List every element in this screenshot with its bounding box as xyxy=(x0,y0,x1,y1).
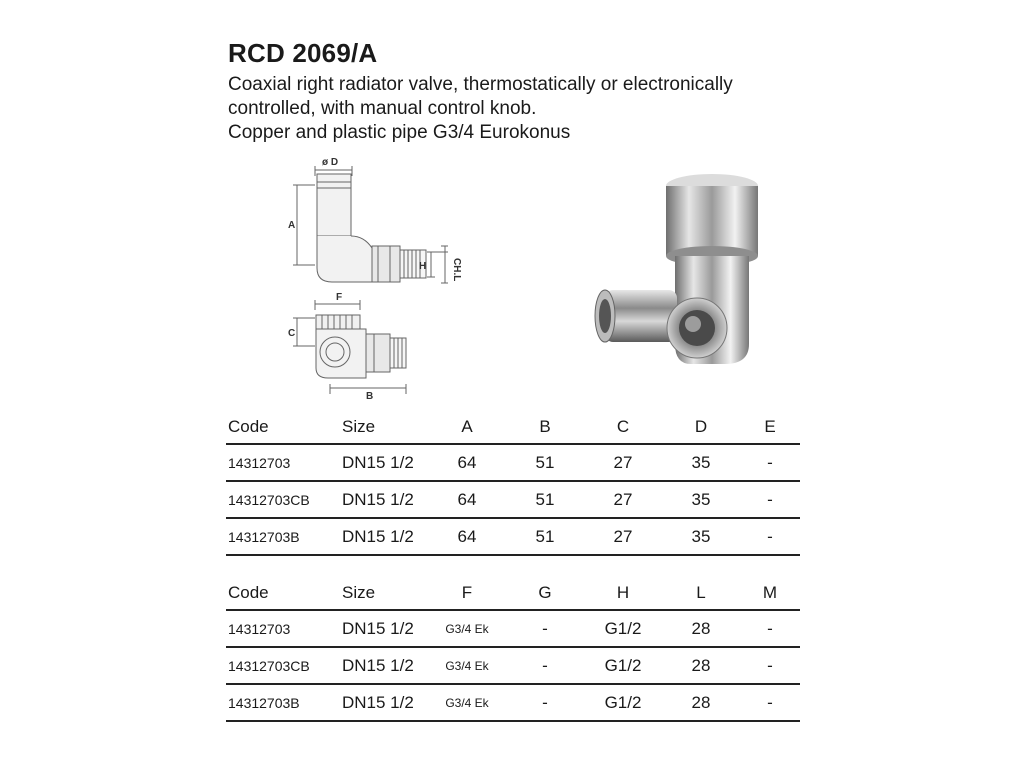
dimensions-table-2 xyxy=(226,576,800,722)
cell-e: - xyxy=(767,526,773,546)
cell-g: - xyxy=(542,655,548,675)
cell-g: - xyxy=(542,692,548,712)
header-e: E xyxy=(764,417,776,436)
cell-e: - xyxy=(767,452,773,472)
cell-code: 14312703 xyxy=(228,454,291,471)
header-m: M xyxy=(762,583,778,602)
cell-l: 28 xyxy=(691,618,711,638)
description-line-2: controlled, with manual control knob. xyxy=(228,98,537,119)
cell-code: 14312703CB xyxy=(228,657,310,674)
cell-f: G3/4 Ek xyxy=(445,695,489,710)
cell-a: 64 xyxy=(457,526,477,546)
cell-b: 51 xyxy=(535,452,555,472)
header-b: B xyxy=(539,417,551,436)
cell-size: DN15 1/2 xyxy=(342,452,414,472)
drawing-label-a: A xyxy=(288,220,296,231)
cell-code: 14312703B xyxy=(228,528,300,545)
cell-b: 51 xyxy=(535,526,555,546)
drawing-label-od: ø D xyxy=(322,157,339,168)
cell-a: 64 xyxy=(457,452,477,472)
cell-f: G3/4 Ek xyxy=(445,658,489,673)
cell-code: 14312703CB xyxy=(228,491,310,508)
cell-d: 35 xyxy=(691,452,711,472)
header-f: F xyxy=(461,583,473,602)
dimensions-table-1 xyxy=(226,410,800,556)
cell-size: DN15 1/2 xyxy=(342,489,414,509)
header-code: Code xyxy=(228,583,269,602)
cell-c: 27 xyxy=(613,526,633,546)
cell-g: - xyxy=(542,618,548,638)
table-row xyxy=(226,444,800,481)
technical-drawing xyxy=(280,152,480,402)
table-row xyxy=(226,481,800,518)
drawing-label-b: B xyxy=(366,391,374,402)
drawing-label-f: F xyxy=(336,292,343,303)
cell-f: G3/4 Ek xyxy=(445,621,489,636)
cell-h: G1/2 xyxy=(604,692,642,712)
cell-c: 27 xyxy=(613,452,633,472)
product-description xyxy=(228,73,828,145)
header-l: L xyxy=(696,583,706,602)
table-row xyxy=(226,647,800,684)
drawing-label-chl: CH.L xyxy=(451,258,462,282)
table-row xyxy=(226,684,800,721)
table-row xyxy=(226,518,800,555)
cell-size: DN15 1/2 xyxy=(342,692,414,712)
description-line-3: Copper and plastic pipe G3/4 Eurokonus xyxy=(228,122,571,143)
description-line-1: Coaxial right radiator valve, thermostatically or electronically xyxy=(228,74,733,95)
cell-size: DN15 1/2 xyxy=(342,618,414,638)
drawing-label-c: C xyxy=(288,328,296,339)
cell-m: - xyxy=(767,655,773,675)
drawing-label-h: H xyxy=(419,261,427,272)
cell-size: DN15 1/2 xyxy=(342,655,414,675)
product-title: RCD 2069/A xyxy=(228,38,378,68)
cell-e: - xyxy=(767,489,773,509)
cell-h: G1/2 xyxy=(604,618,642,638)
cell-a: 64 xyxy=(457,489,477,509)
cell-d: 35 xyxy=(691,489,711,509)
header-code: Code xyxy=(228,417,269,436)
header-c: C xyxy=(616,417,630,436)
header-size: Size xyxy=(342,583,376,602)
cell-m: - xyxy=(767,692,773,712)
header-h: H xyxy=(616,583,630,602)
header-size: Size xyxy=(342,417,376,436)
table-row xyxy=(226,610,800,647)
header-g: G xyxy=(538,583,552,602)
cell-code: 14312703 xyxy=(228,620,291,637)
header-d: D xyxy=(694,417,708,436)
cell-m: - xyxy=(767,618,773,638)
cell-c: 27 xyxy=(613,489,633,509)
table-header-row xyxy=(226,410,800,444)
product-photo xyxy=(575,168,785,378)
table-header-row xyxy=(226,576,800,610)
header-a: A xyxy=(461,417,473,436)
cell-code: 14312703B xyxy=(228,694,300,711)
cell-l: 28 xyxy=(691,692,711,712)
cell-b: 51 xyxy=(535,489,555,509)
cell-size: DN15 1/2 xyxy=(342,526,414,546)
cell-l: 28 xyxy=(691,655,711,675)
cell-d: 35 xyxy=(691,526,711,546)
cell-h: G1/2 xyxy=(604,655,642,675)
